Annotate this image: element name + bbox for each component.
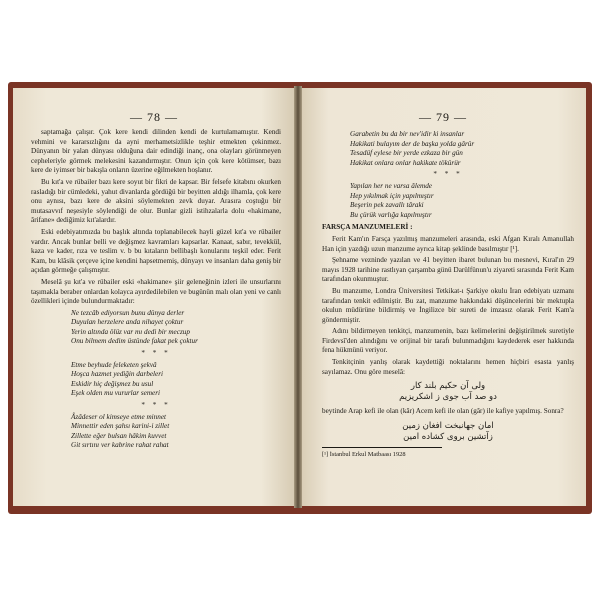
page-body [31, 128, 281, 453]
verse-line: Yapılan her ne varsa âlemde [350, 181, 432, 190]
right-page [300, 88, 586, 506]
verse-stanza [350, 130, 574, 168]
verse-line: Garabetin bu da bir nev'idir ki insanlar [350, 130, 465, 138]
persian-couplet [322, 421, 574, 443]
verse-line: Etme beyhude feleketen şekvâ [71, 360, 157, 369]
page-body [322, 128, 574, 459]
paragraph: beytinde Arap kefi ile olan (kâr) Acem kefi ile olan (gâr) ile kafiye yapılmış. Sonra? [322, 407, 564, 416]
persian-line: زآتشین بروی کشاده امین [403, 431, 493, 442]
book-gutter [294, 86, 302, 508]
page-number: — 79 — [419, 110, 467, 124]
page-number: — 78 — [130, 110, 178, 124]
paragraph: saptamağa çalışır. Çok kere kendi dilinden kendi de kurtulamamıştır. Kendi vehmini ve kararsızlığını da ayni merhametsizlikle teşhir etmekten çekinmez. Dünyanın bir yalan dünyası olduğuna dair edindiği inanç, ona olayları görünmeyen cepheleriyle görmek melekesini kazandırmıştır. Onun için çok kere kötümser, bazı kere de iyimser bir bakışla onların üzerine eğilmekten hoşlanır. [31, 128, 281, 175]
paragraph: Bu manzume, Londra Üniversitesi Tetkikat-ı Şarkiye okulu İran edebiyatı uzmanı tarafından tenkit edilmiştir. Bu zat, manzume hakkındaki düşüncelerini bir mektupla okulun müdürüne bildirmiş ve İngilizce bir sureti de imzasız olarak Ferit Kam'a göndermiştir. [322, 286, 574, 324]
verse-line: Yerin altında ölüz var mı dedi bir meczup [71, 327, 190, 336]
verse-line: Eskidir hiç değişmez bu usul [71, 379, 154, 388]
verse-line: Hakikati bulayım der de başka yolda gârür [350, 139, 475, 148]
paragraph: Meselâ şu kıt'a ve rübailer eski «hakimane» şiir geleneğinin izleri ile unsurlarını taşımakla beraber onlardan kolayca ayırdedilebilen ve bugünün malı olan yeni ve canlı özellikleri içinde bulundurmaktadır: [31, 277, 281, 306]
paragraph: Bu kıt'a ve rübailer bazı kere soyut bir fikri de kapsar. Bir felsefe kitabını okurken rasladığı bir cümledeki, yahut divanlarda gördüğü bir beyitten aldığı ilhamla, çok kere onu aynısı, bazı kere de aksini söylemekten zevk duyar. Arasıra coştuğu bir mutasavvıf neşesiyle söylendiği de olur. Bunlar gizli istihzalarla dolu «hakimane, ârifane» dediğimiz kıt'alardır. [31, 177, 281, 225]
verse-line: Zillette eğer bulsan hâkim kuvvet [71, 431, 167, 440]
left-page [13, 88, 295, 506]
verse-line: Hakikat onlara onlar hakikate tökürür [350, 158, 461, 167]
stanza-separator: * * * [141, 401, 171, 410]
paragraph: Eski edebiyatımızda bu başlık altında toplanabilecek hayli güzel kıt'a ve rübailer vardır. Ancak bunlar belli ve değişmez kavramları kapsarlar. Kanaat, sabır, tevekkül, kaza ve kader, rıza ve teslim v. b bu kıtaların bellibaşlı konularını teşkil eder. Ferit Kam, bu klâsik çerçeve içine kendini hapsetmemiş, dünyayı ve insanları daha geniş bir açıdan görmeğe çalışmıştır. [31, 227, 281, 275]
persian-line: ولی آن حکیم بلند کار [410, 381, 486, 392]
verse-stanza [350, 182, 574, 220]
verse-line: Duyulan herzelere anda nihayet çoktur [71, 318, 184, 327]
verse-line: Ne tezcâb ediyorsun bunu dünya derler [71, 308, 185, 317]
paragraph: Şehname vezninde yazılan ve 41 beyitten ibaret bulunan bu mesnevi, Kıral'ın 29 mayıs 1928 tarihine rastlıyan çarşamba günü Darülfünun'u ziyareti sırasında Ferit Kam tarafından okunmuştur. [322, 256, 574, 284]
footnote-rule [322, 447, 442, 448]
paragraph: Tenkitçinin yanlış olarak kaydettiği noktalarını hemen hiçbiri esasta yanlış sayılamaz. Onu göre meselâ: [322, 358, 574, 376]
verse-line: Tesadüf eylese bir yerde ezkaza bir gün [350, 149, 463, 158]
section-heading: FARSÇA MANZUMELERİ : [322, 223, 413, 232]
verse-line: Beşerin pek zavallı târaki [350, 201, 424, 210]
persian-line: امان جهانبخت افغان زمین [402, 420, 494, 431]
paragraph: Adını bildirmeyen tenkitçi, manzumenin, bazı kelimelerini değiştirilmek suretiyle Firdevsî'den alındığını ve orijinal bir tarafı bulunmadığını kaydederek eser hakkında fena hükmünü veriyor. [322, 327, 574, 355]
persian-line: دو صد آب جوی ز اشکریزیم [399, 392, 497, 403]
verse-stanza [71, 361, 281, 399]
verse-line: Bu çürük varlığa kapılmıştır [350, 210, 432, 219]
verse-line: Eşek olden mu vururlar semeri [71, 389, 161, 398]
stanza-separator: * * * [141, 349, 171, 358]
verse-line: Git sırtını ver kabrine rahat rahat [71, 441, 169, 450]
verse-stanza [71, 413, 281, 451]
verse-line: Âzâdeser ol kimseye etme minnet [71, 412, 167, 421]
verse-stanza [71, 309, 281, 347]
paragraph: Ferit Kam'ın Farsça yazılmış manzumeleri arasında, eski Afgan Kıralı Amanullah Han için yazdığı uzun manzume ayrıca kitap şeklinde basılmıştır [¹]. [322, 234, 574, 253]
persian-couplet [322, 381, 574, 403]
footnote: [¹] İstanbul Erkul Matbaası 1928 [322, 450, 406, 458]
verse-line: Minnettir eden şahsı karini-i zillet [71, 422, 170, 431]
stanza-separator: * * * [433, 170, 463, 179]
verse-line: Hep yıkılmak için yapılmıştır [350, 191, 434, 200]
verse-line: Onu bilmem dedim üstünde fakat pek çoktur [71, 337, 198, 346]
verse-line: Hoşca hazmet yediğin darbeleri [71, 370, 164, 379]
